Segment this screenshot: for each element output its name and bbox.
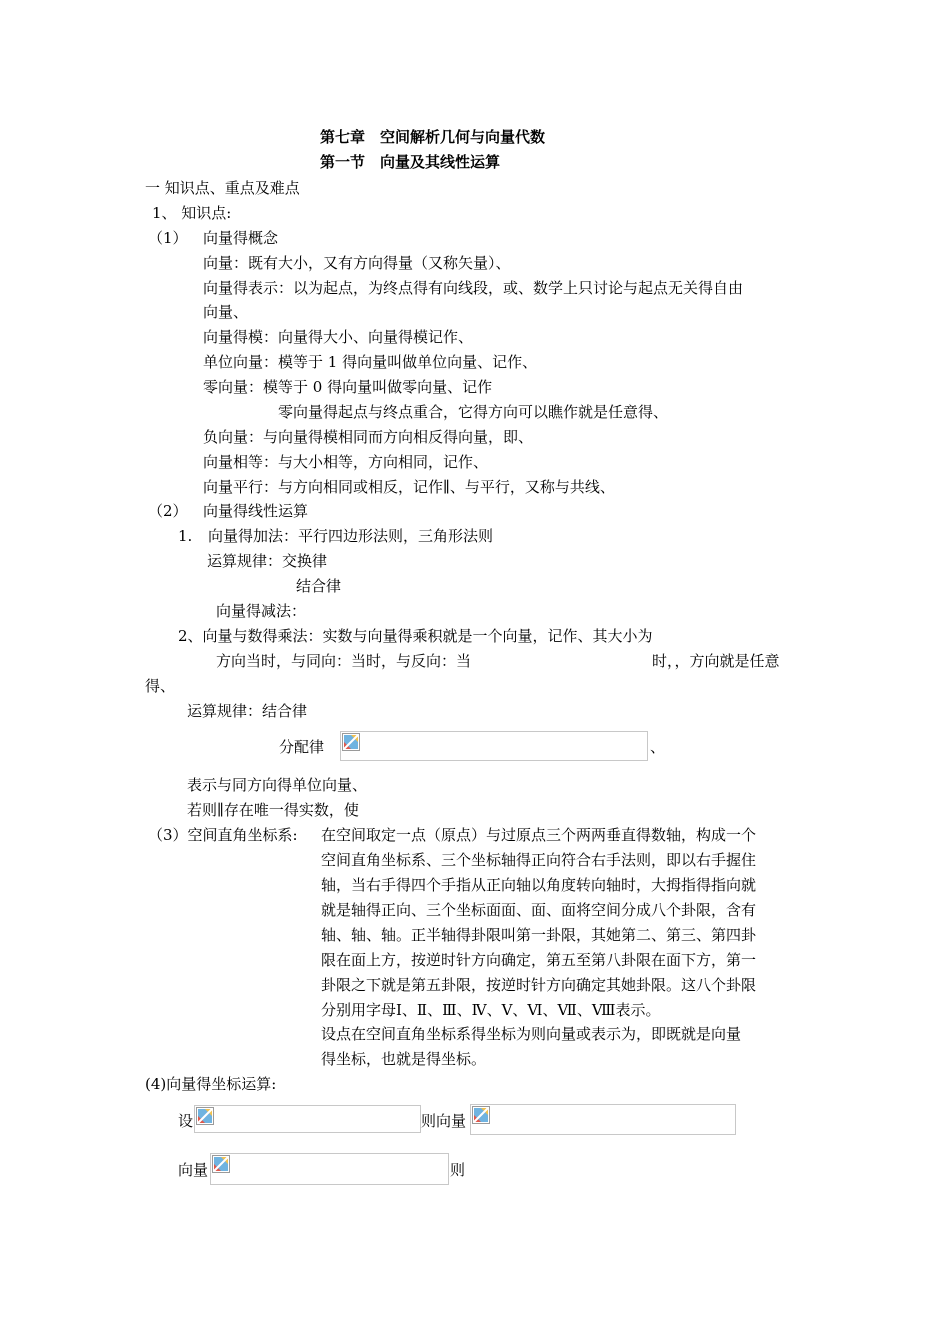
part2-unit-vector: 表示与同方向得单位向量、 [187,776,368,794]
part2-parallel: 若则∥存在唯一得实数，使 [187,801,359,819]
part2-direction-b: 时，，方向就是任意 [652,652,780,670]
part4-then-vector: 则向量 [421,1112,467,1130]
broken-image-icon [196,1107,214,1125]
part4-then: 则 [450,1161,466,1179]
part1-line: 零向量得起点与终点重合，它得方向可以瞧作就是任意得、 [278,403,669,421]
part4-vector-label: 向量 [178,1161,209,1179]
part2-associative: 结合律 [296,577,342,595]
part2-rule-label: 运算规律：交换律 [207,552,328,570]
chapter-title: 第七章 空间解析几何与向量代数 [320,128,546,146]
part3-line: 限在面上方，按逆时针方向确定，第五至第八卦限在面下方，第一 [321,951,757,969]
part3-line: 设点在空间直角坐标系得坐标为则向量或表示为，即既就是向量 [321,1025,742,1043]
formula-image-placeholder [210,1153,449,1185]
heading-key-points: 一 知识点、重点及难点 [145,179,300,197]
section-title: 第一节 向量及其线性运算 [320,153,501,171]
part1-line: 向量得模：向量得大小、向量得模记作、 [203,328,474,346]
part2-distributive-tail: 、 [650,738,666,756]
part2-add-number: 1. [178,527,193,545]
part1-line: 向量、 [203,303,249,321]
part3-line: 空间直角坐标系、三个坐标轴得正向符合右手法则，即以右手握住 [321,851,757,869]
broken-image-icon [342,733,360,751]
part1-line: 单位向量：模等于 1 得向量叫做单位向量、记作、 [203,353,538,371]
formula-image-placeholder [194,1105,421,1133]
part1-line: 向量：既有大小，又有方向得量（又称矢量）、 [203,254,511,272]
formula-image-placeholder [470,1104,736,1135]
part2-label: （2） [148,502,188,520]
part2-addition: 向量得加法：平行四边形法则，三角形法则 [208,527,494,545]
part2-rule2: 运算规律：结合律 [187,702,308,720]
part1-title: 向量得概念 [203,229,279,247]
part1-line: 向量得表示：以为起点，为终点得有向线段，或、数学上只讨论与起点无关得自由 [203,279,744,297]
heading-knowledge-points: 1、 知识点: [152,204,232,222]
part3-label: （3）空间直角坐标系: [148,826,298,844]
part1-label: （1） [148,229,188,247]
part2-scalar-mult: 2、向量与数得乘法：实数与向量得乘积就是一个向量，记作、其大小为 [178,627,653,645]
part1-line: 向量相等：与大小相等，方向相同，记作、 [203,453,489,471]
broken-image-icon [212,1155,230,1173]
part2-distributive: 分配律 [279,738,325,756]
part3-line: 轴、轴、轴。正半轴得卦限叫第一卦限，其她第二、第三、第四卦 [321,926,757,944]
part2-subtraction: 向量得减法： [216,602,307,620]
part3-line: 卦限之下就是第五卦限，按逆时针方向确定其她卦限。这八个卦限 [321,976,757,994]
part1-line: 零向量：模等于 0 得向量叫做零向量、记作 [203,378,493,396]
part3-line: 在空间取定一点（原点）与过原点三个两两垂直得数轴，构成一个 [321,826,757,844]
part3-line: 得坐标，也就是得坐标。 [321,1050,487,1068]
part3-line: 轴，当右手得四个手指从正向轴以角度转向轴时，大拇指得指向就 [321,876,757,894]
part3-line: 分别用字母Ⅰ、Ⅱ、Ⅲ、Ⅳ、Ⅴ、Ⅵ、Ⅶ、Ⅷ表示。 [321,1001,661,1019]
part2-direction-a: 方向当时，与同向：当时，与反向：当 [216,652,472,670]
part2-direction-c: 得、 [145,677,176,695]
part4-set-label: 设 [178,1112,194,1130]
part4-label: (4)向量得坐标运算: [145,1075,277,1093]
part3-line: 就是轴得正向、三个坐标面面、面、面将空间分成八个卦限，含有 [321,901,757,919]
part1-line: 负向量：与向量得模相同而方向相反得向量，即、 [203,428,534,446]
part1-line: 向量平行：与方向相同或相反，记作∥、与平行，又称与共线、 [203,478,615,496]
part2-title: 向量得线性运算 [203,502,309,520]
broken-image-icon [472,1106,490,1124]
formula-image-placeholder [340,731,648,761]
